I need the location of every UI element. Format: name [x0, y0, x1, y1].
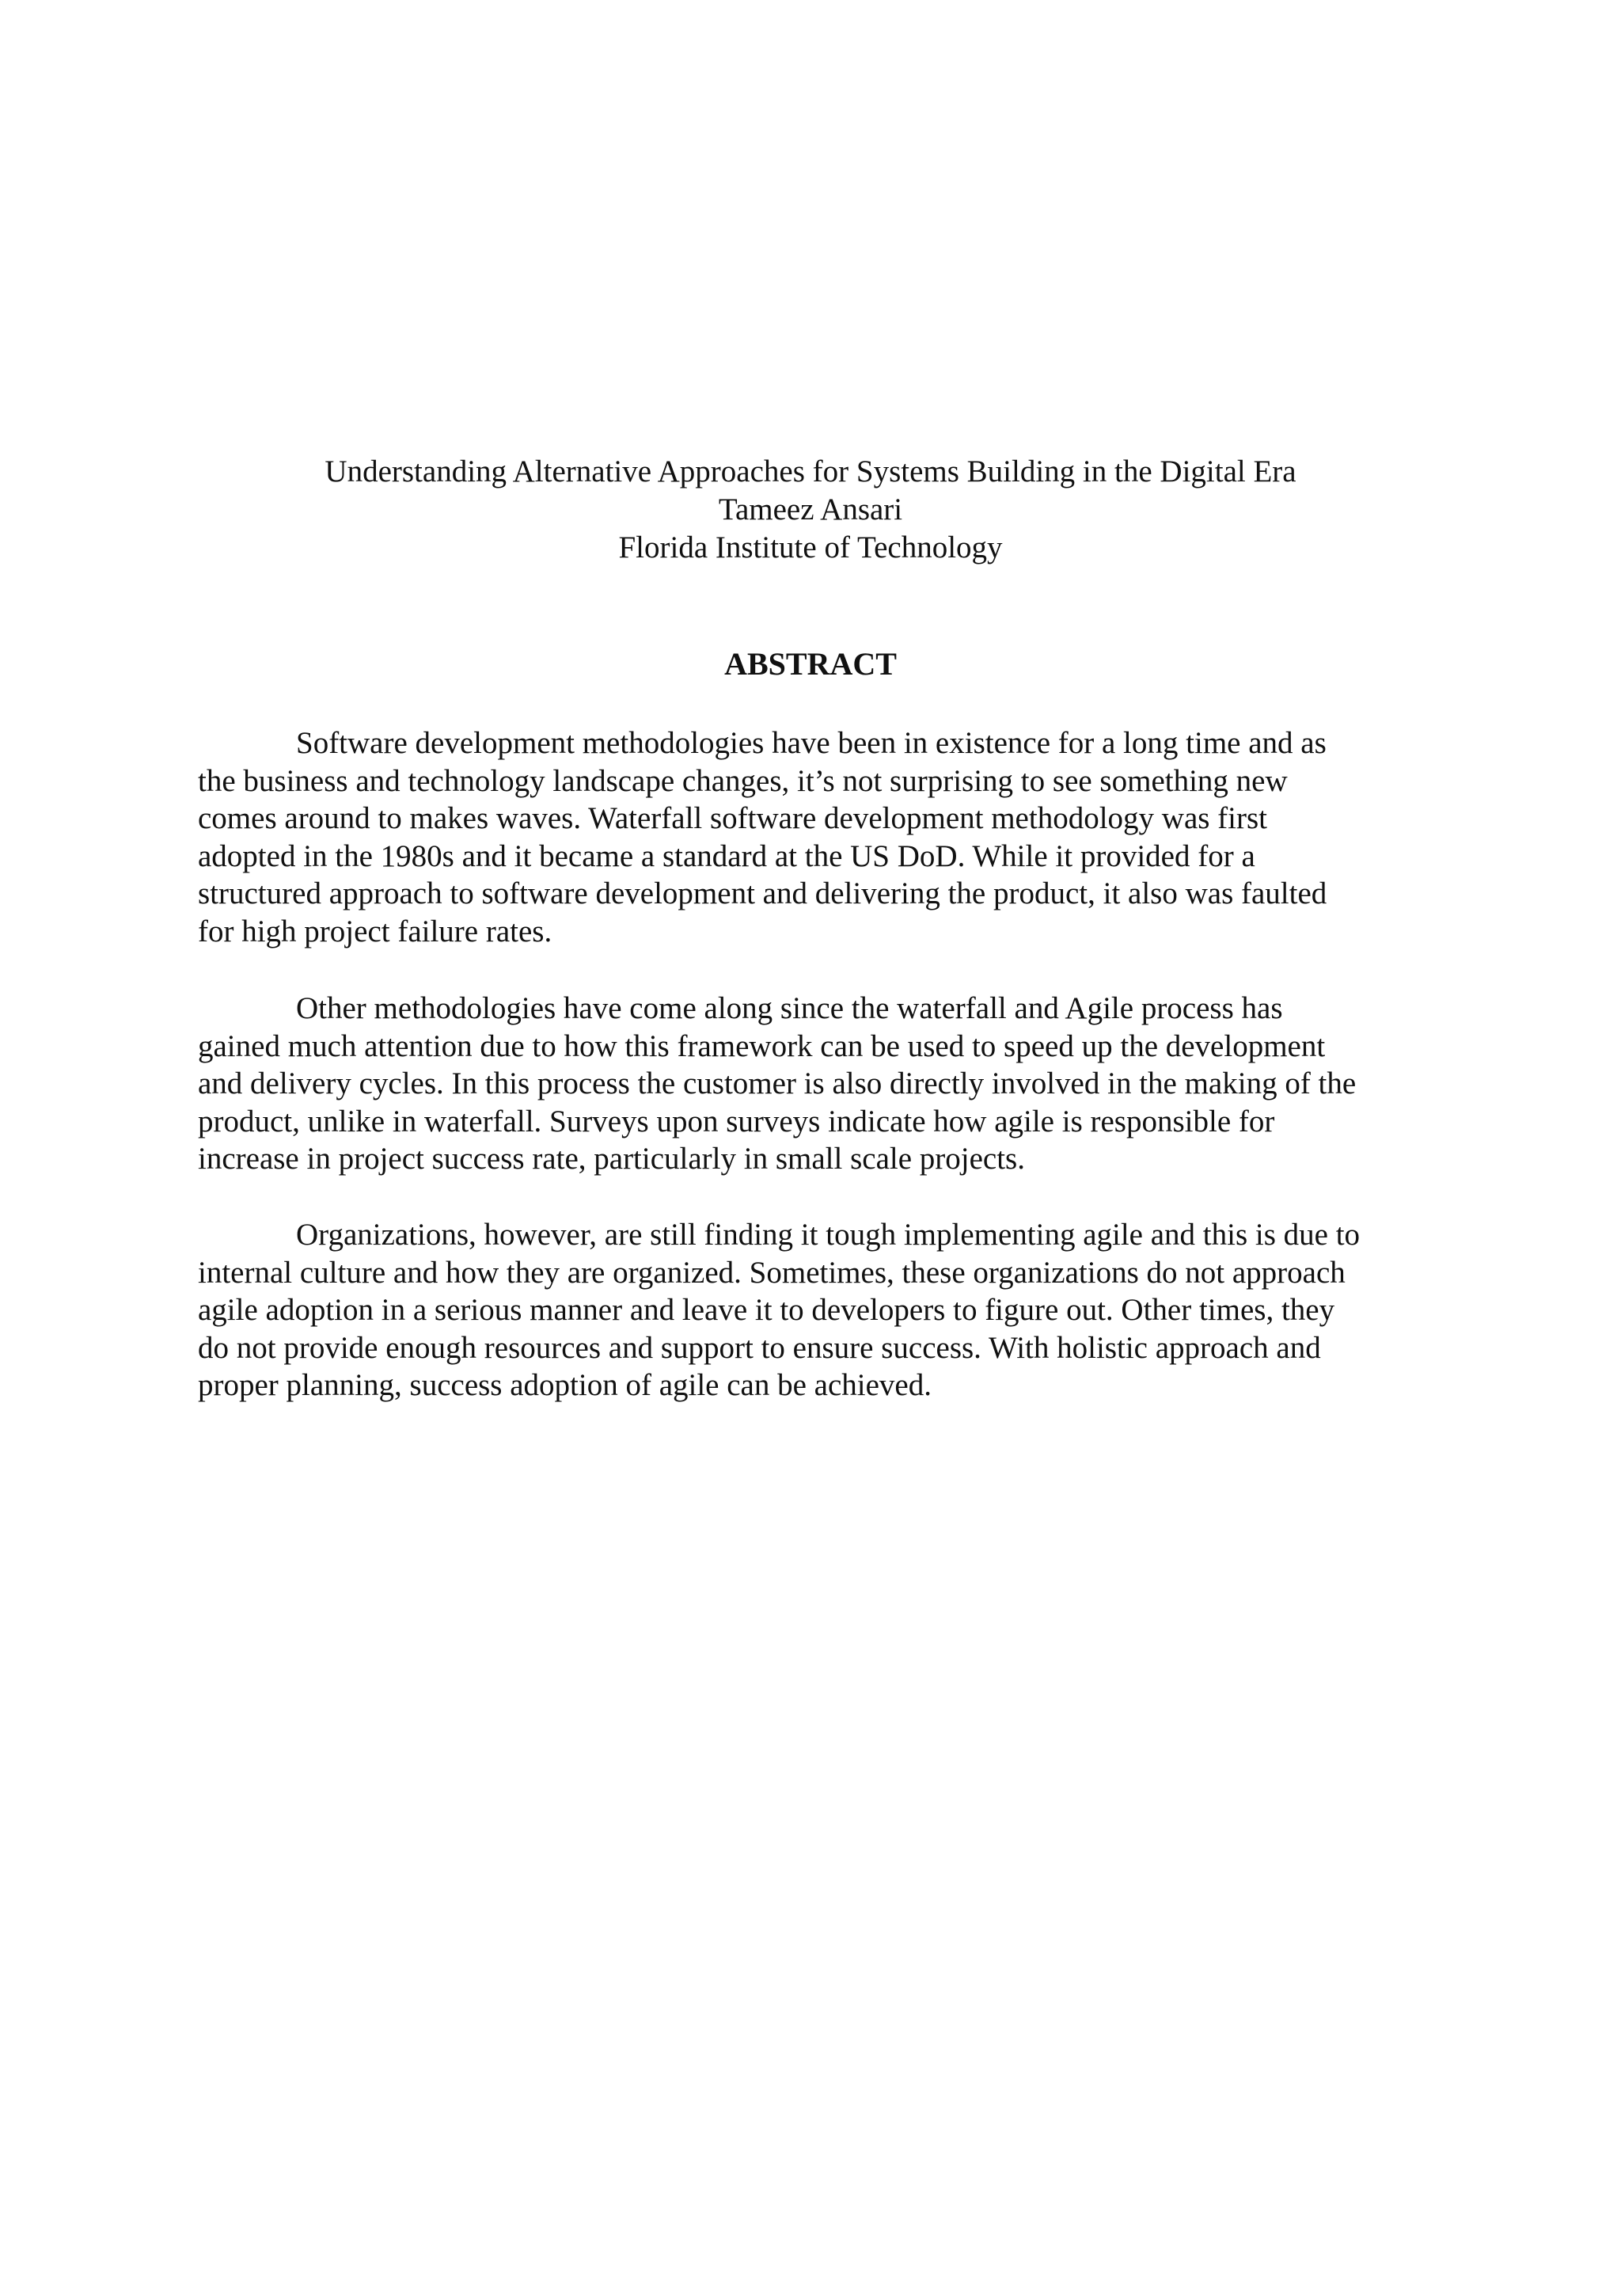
abstract-paragraph-3 — [198, 1216, 1433, 1405]
paragraph-line: for high project failure rates. — [198, 914, 552, 948]
paragraph-line: agile adoption in a serious manner and leave it to developers to figure out. Other times, they — [198, 1293, 1335, 1327]
paragraph-line: do not provide enough resources and support to ensure success. With holistic approach and — [198, 1330, 1321, 1365]
paragraph-line: Organizations, however, are still finding it tough implementing agile and this is due to — [296, 1218, 1361, 1252]
paragraph-line: gained much attention due to how this framework can be used to speed up the development — [198, 1028, 1326, 1063]
paragraph-line: proper planning, success adoption of agile can be achieved. — [198, 1368, 932, 1402]
title-block — [0, 453, 1621, 567]
paragraph-line: adopted in the 1980s and it became a standard at the US DoD. While it provided for a — [198, 838, 1255, 873]
paragraph-line: internal culture and how they are organized. Sometimes, these organizations do not approach — [198, 1255, 1346, 1290]
author-name: Tameez Ansari — [718, 492, 903, 526]
paragraph-line: Other methodologies have come along since the waterfall and Agile process has — [296, 991, 1283, 1025]
abstract-paragraph-2 — [198, 990, 1433, 1178]
paragraph-line: product, unlike in waterfall. Surveys upon surveys indicate how agile is responsible for — [198, 1104, 1275, 1138]
paragraph-line: and delivery cycles. In this process the customer is also directly involved in the making of the — [198, 1066, 1357, 1100]
paragraph-line: the business and technology landscape changes, it’s not surprising to see something new — [198, 763, 1288, 798]
paragraph-line: structured approach to software development and delivering the product, it also was faulted — [198, 876, 1327, 910]
paragraph-line: Software development methodologies have been in existence for a long time and as — [296, 726, 1327, 760]
abstract-heading: ABSTRACT — [724, 646, 897, 682]
paragraph-line: comes around to makes waves. Waterfall software development methodology was first — [198, 801, 1268, 835]
paragraph-line: increase in project success rate, particularly in small scale projects. — [198, 1142, 1025, 1176]
paper-title: Understanding Alternative Approaches for Systems Building in the Digital Era — [325, 454, 1296, 488]
author-affiliation: Florida Institute of Technology — [618, 530, 1003, 564]
abstract-paragraph-1 — [198, 724, 1433, 950]
